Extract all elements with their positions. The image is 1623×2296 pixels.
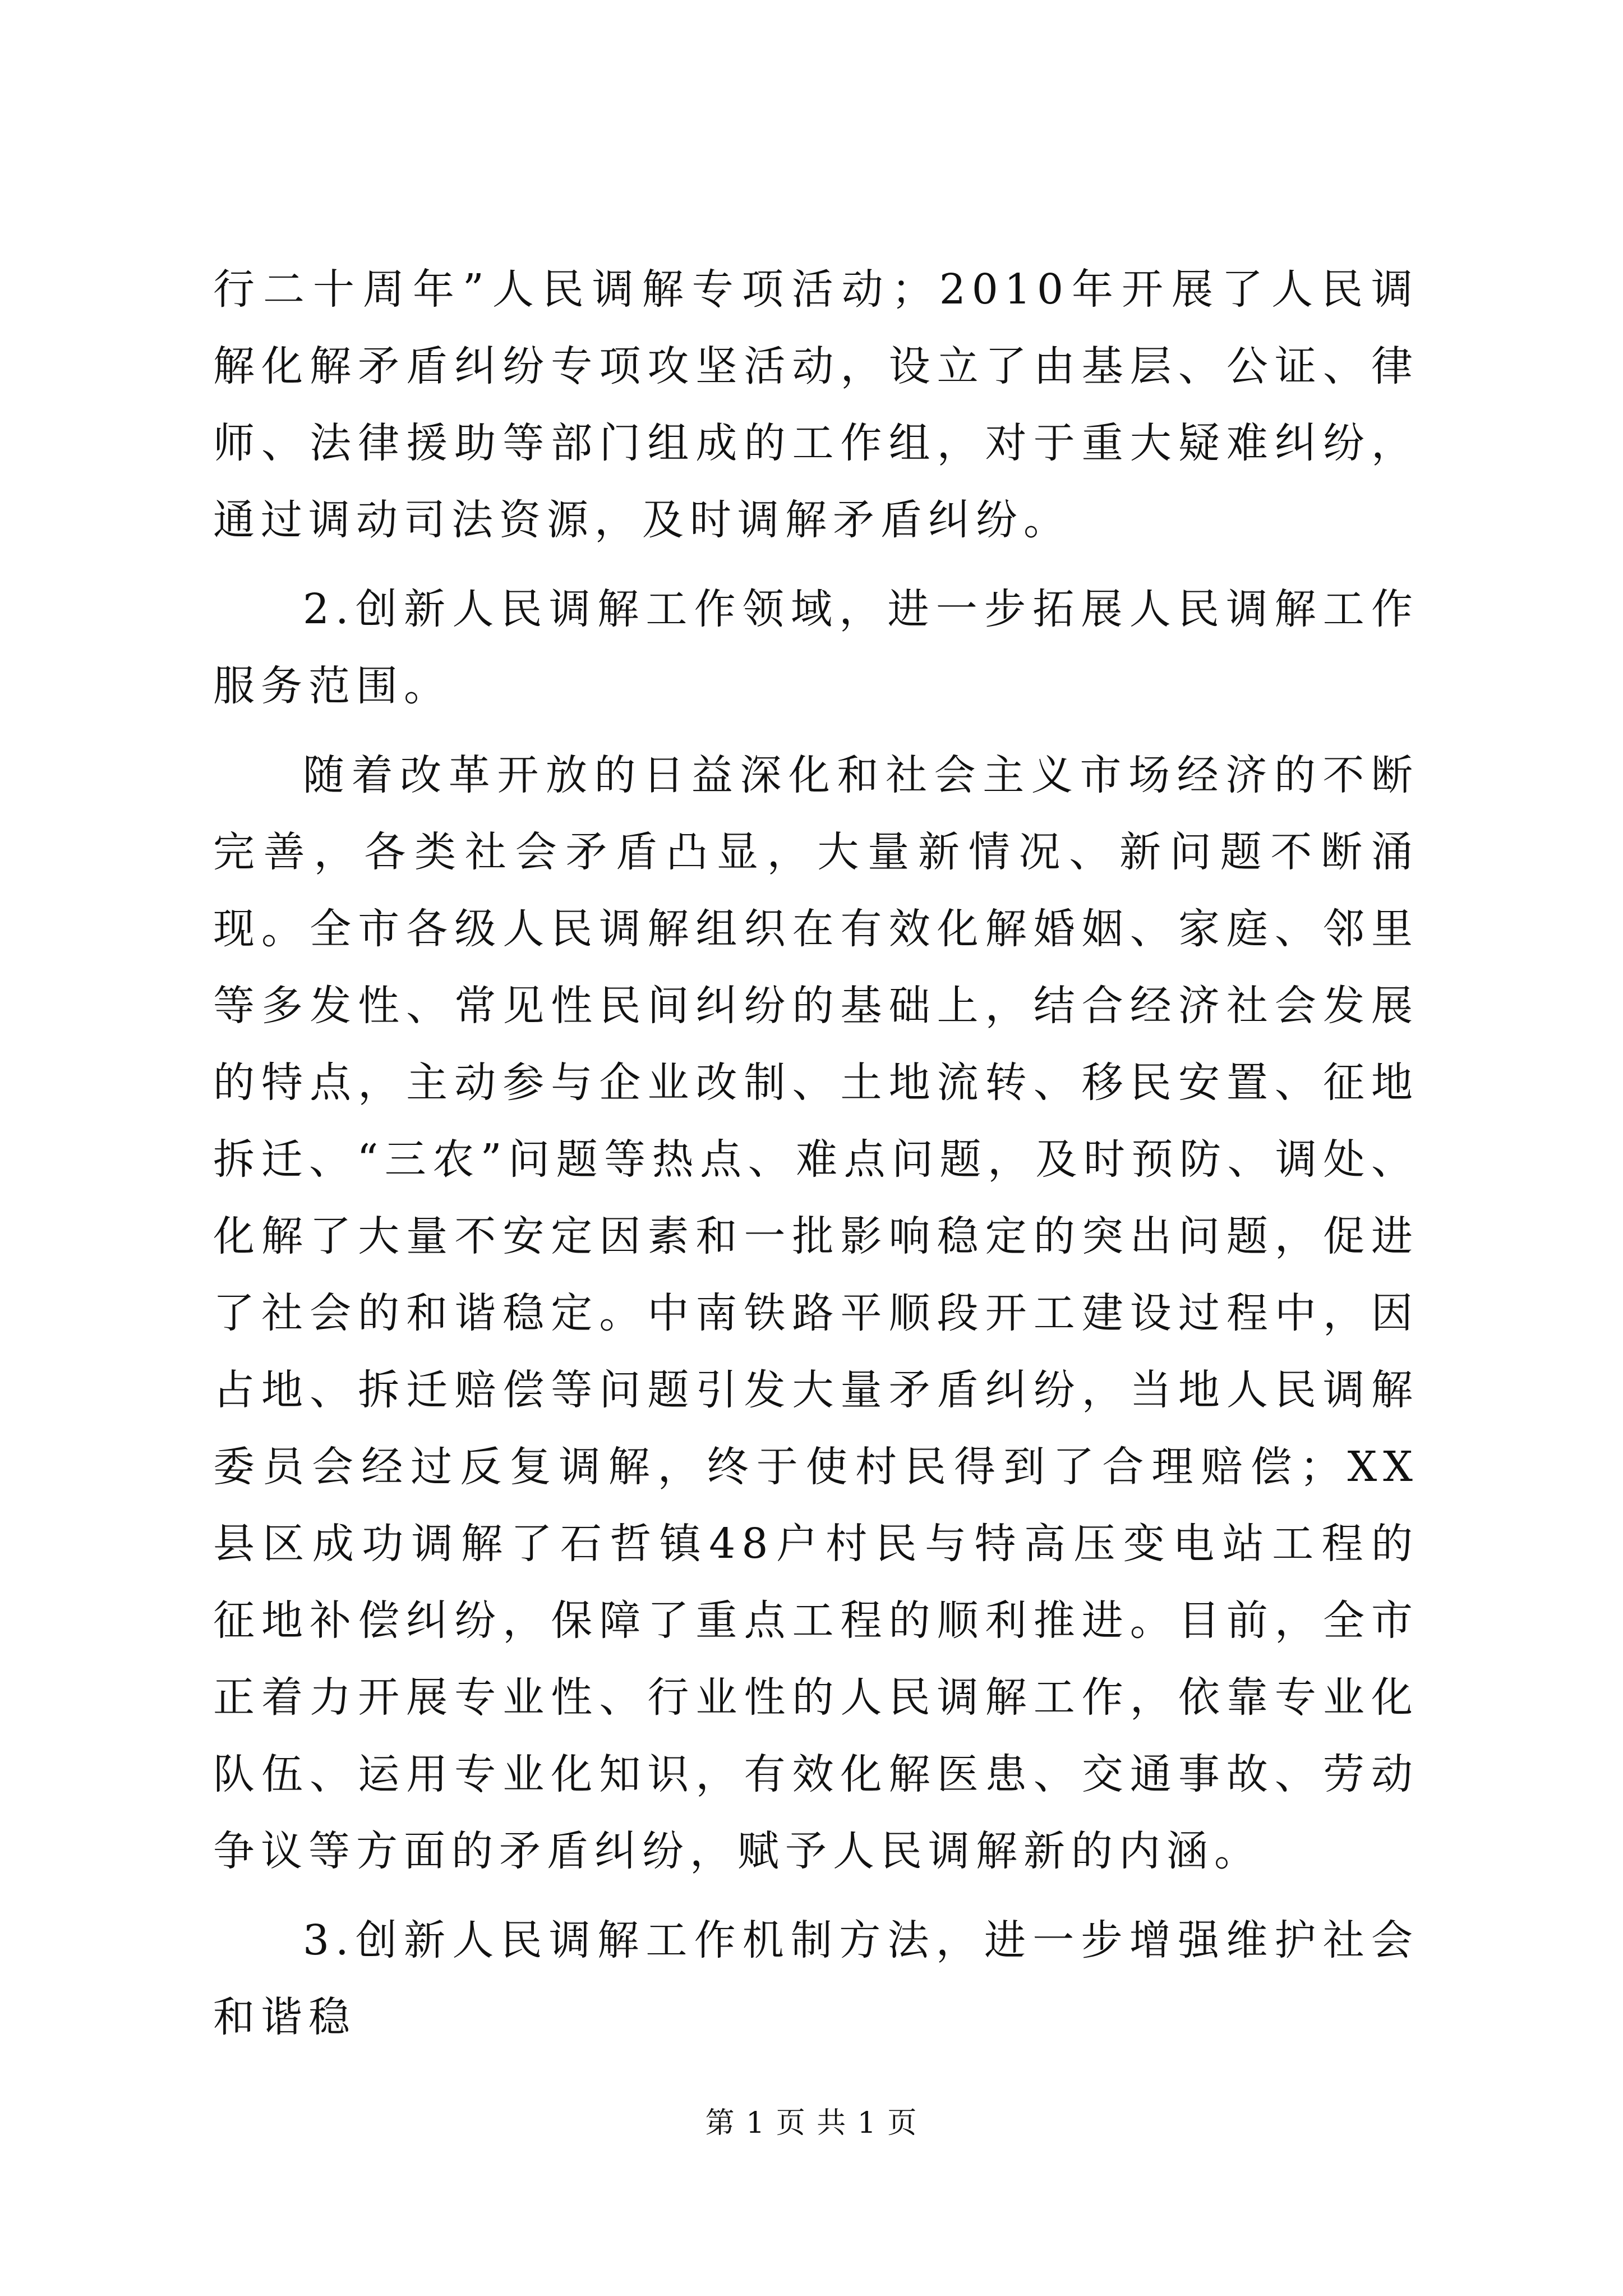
document-body xyxy=(213,251,1419,2068)
paragraph-2-heading: 2.创新人民调解工作领域，进一步拓展人民调解工作服务范围。 xyxy=(213,585,1419,710)
paragraph-1: 行二十周年”人民调解专项活动；2010年开展了人民调解化解矛盾纠纷专项攻坚活动，设立了由基层、公证、律师、法律援助等部门组成的工作组，对于重大疑难纠纷，通过调动司法资源，及时调解矛盾纠纷。 xyxy=(213,265,1419,544)
paragraph-3: 随着改革开放的日益深化和社会主义市场经济的不断完善，各类社会矛盾凸显，大量新情况、新问题不断涌现。全市各级人民调解组织在有效化解婚姻、家庭、邻里等多发性、常见性民间纠纷的基础上，结合经济社会发展的特点，主动参与企业改制、土地流转、移民安置、征地拆迁、“三农”问题等热点、难点问题，及时预防、调处、化解了大量不安定因素和一批影响稳定的突出问题，促进了社会的和谐稳定。中南铁路平顺段开工建设过程中，因占地、拆迁赔偿等问题引发大量矛盾纠纷，当地人民调解委员会经过反复调解，终于使村民得到了合理赔偿；XX县区成功调解了石哲镇48户村民与特高压变电站工程的征地补偿纠纷，保障了重点工程的顺利推进。目前，全市正着力开展专业性、行业性的人民调解工作，依靠专业化队伍、运用专业化知识，有效化解医患、交通事故、劳动争议等方面的矛盾纠纷，赋予人民调解新的内涵。 xyxy=(213,751,1419,1875)
page-footer: 第 1 页 共 1 页 xyxy=(705,2106,918,2140)
paragraph-4-heading: 3.创新人民调解工作机制方法，进一步增强维护社会和谐稳 xyxy=(213,1916,1419,2041)
